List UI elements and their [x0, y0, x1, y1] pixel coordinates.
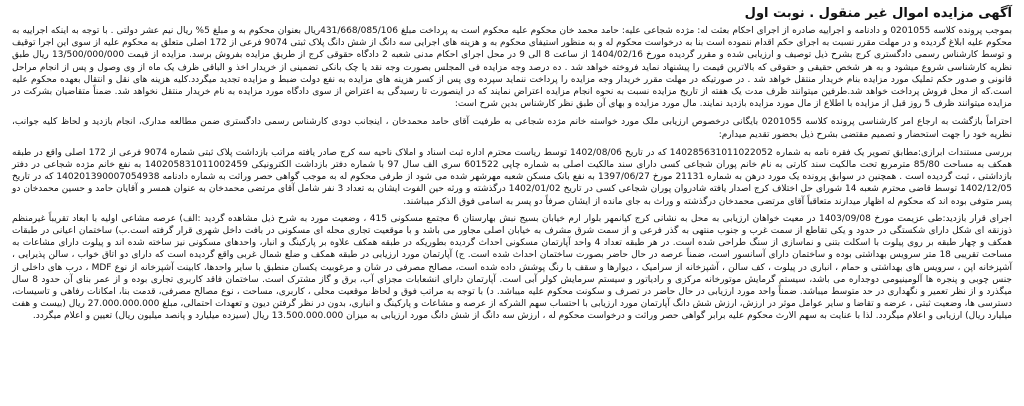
- paragraph-site-visit: اجرای قرار بازدید:طی عزیمت مورخ 1403/09/08 در معیت خواهان ارزیابی به محل به نشانی کرج کیانمهر بلوار ارم خیابان بسیج نبش بهارستان 6 مجتمع مسکونی 415 ، وضعیت مورد به شرح ذیل مشاهده گردید :الف) عرصه مشاعی اولیه با ابعاد تقریباً غیرمنظم ذوزنقه ای شکل دارای شکستگی در حدود و یکی تقاطع از سمت غرب و جنوب منتهی به گذر فرعی و از سمت شرق مشرف به خیابان اصلی مجاور می باشد و با موقعیت تجاری محله ای مسکونی در بافت داخل شهری قرار گرفته است.ب) ساختمان اعیانی در طبقات همکف و چهار طبقه بر روی پیلوت با اسکلت بتنی و نماسازی از سنگ طراحی شده است. در هر طبقه تعداد 4 واحد آپارتمان مسکونی احداث گردیده بطوریکه در طبقه همکف علاوه بر پارکینگ و انبار، واحدهای مسکونی نیز ساخته شده اند و پیلوت دارای مشاعات به مساحت تقریبی 18 متر سرویس بهداشتی بوده و ساختمان دارای آسانسور است، ضمناً عرصه در حال حاضر بصورت ساختمان احداث شده است. ج) آپارتمان مورد ارزیابی در طبقه همکف و ضلع شمال غربی واقع گردیده است که دارای دو اتاق خواب ، سالن پذیرایی ، آشپزخانه اپن ، سرویس های بهداشتی و حمام ، انباری در پیلوت ، کف سالن ، آشپزخانه از سرامیک ، دیوارها و سقف با رنگ پوشش داده شده است، مصالح مصرفی در شان و مرغوبیت یکسان منطبق با سایر واحدها، کابینت آشپزخانه از نوع MDF ، درب های داخلی از جنس چوبی و پنجره ها آلومینیومی دوجداره می باشد، سیستم گرمایش موتورخانه مرکزی و رادیاتور و سیستم سرمایش کولر آبی است. آپارتمان دارای انشعابات مجزای آب، برق و گاز مشترک است. ساختمان فاقد کاربری تجاری بوده و از عمر بنای آن حدود 8 سال میگذرد و از نظر تعمیر و نگهداری در حد متوسط میباشد. ضمناً واحد مورد ارزیابی در حال حاضر در تصرف و سکونت محکوم علیه میباشد. د) با توجه به مراتب فوق و لحاظ موقعیت محلی ، کاربری، مساحت ، نوع مصالح مصرفی، قدمت بنا، امکانات رفاهی و تاسیسات، دسترسی ها، وضعیت ثبتی ، عرضه و تقاضا و سایر عوامل موثر در ارزش، ارزش شش دانگ آپارتمان مورد ارزیابی با احتساب سهم الشرکه از عرصه و مشاعات و پارکینگ و انباری، بدون در نظر گرفتن دیون و تعهدات احتمالی، مبلغ 27.000.000.000 ریال (بیست و هفت میلیارد ریال) ارزیابی و اعلام میگردد. لذا با عنایت به سهم الارث محکوم علیه برابر گواهی حصر وراثت و درخواست محکوم له ، ارزش سه دانگ از شش دانگ مورد ارزیابی به میزان 13.500.000.000 ریال (سیزده میلیارد و پانصد میلیون ریال) تعیین و اعلام میگردد.: [12, 213, 1013, 322]
- paragraph-documents-review: بررسی مستندات ابرازی:مطابق تصویر یک فقره نامه به شماره 140285631011022052 که در تاریخ 1402/08/06 توسط ریاست محترم اداره ثبت اسناد و املاک ناحیه سه کرج صادر یافته مراتب بازداشت پلاک ثبتی شماره 9074 فرعی از 172 اصلی واقع در طبقه همکف به مساحت 85/80 مترمربع تحت مالکیت سند کارتی به نام خانم پوران شجاعی کسی دارای سند مالکیت اصلی به شماره چاپی 601522 سری الف سال 97 با شماره دفتر بازداشت الکترونیکی 140205831011002459 به نفع خانم مژده شجاعی در دفتر بازداشتی ، ثبت گردیده است . همچنین در سوابق پرونده یک مورد درهن به شماره 21131 مورخ 1397/06/27 به نفع بانک مسکن شعبه مهرشهر شده می شود از طرفی محکوم له به موجب گواهی حصر وراثت به شماره دادنامه 140201390007054938 که در تاریخ 1402/12/05 توسط قاضی محترم شعبه 14 شورای حل اختلاف کرج اصدار یافته شادروان پوران شجاعی کسی در تاریخ 1402/01/02 درگذشته و ورثه حین الفوت ایشان به تعداد 3 نفر شامل آقای مرتضی محمدخان به عنوان همسر و آقایان حامد و حسین محمدخان دو پسر متوفی بوده اند که محکوم له اظهار میدارند متعاقباً آقای مرتضی محمدخان درگذشته و وراث به جای مانده از ایشان صرفاً دو پسر به اسامی فوق الذکر میباشند.: [12, 147, 1013, 207]
- paragraph-expert-intro: احتراماً بازگشت به ارجاع امر کارشناسی پرونده کلاسه 0201055 بایگانی درخصوص ارزیابی ملک مورد خواسته خانم مژده شجاعی به طرفیت آقای حامد محمدخان ، اینجانب دودی کارشناس رسمی دادگستری ضمن مطالعه مدارک، انجام بازدید و لحاظ کلیه جوانب، نظریه خود را جهت استحضار و تصمیم مقتضی بشرح ذیل بحضور تقدیم میدارم:: [12, 117, 1012, 140]
- notice-title: آگهی مزایده اموال غیر منقول . نوبت اول: [744, 6, 1012, 21]
- paragraph-case-details: بموجب پرونده کلاسه 0201055 و دادنامه و اجراییه صادره از اجرای احکام بعثت له: مژده شجاعی علیه: حامد محمد خان محکوم علیه محکوم است به پرداخت مبلغ 431/668/085/106ریال بعنوان محکوم به و مبلغ 5% ریال نیم عشر دولتی . با توجه به اینکه اجراییه به محکوم علیه ابلاغ گردیده و در مهلت مقرر نسبت به اجرای حکم اقدام ننموده است بنا به درخواست محکوم له و به منظور استیفای محکوم به و هزینه های اجرایی سه دانگ از شش دانگ پلاک ثبتی 9074 فرعی از 172 اصلی متعلق به محکوم علیه از سوی این اجرا توقیف و توسط کارشناس رسمی دادگستری کرج بشرح ذیل توصیف و ارزیابی شده و مقرر گردیده مورخ 1404/02/16 از ساعت 8 الی 9 در محل اجرای احکام مدنی شعبه 2 دادگاه حقوقی کرج از طریق مزایده بفروش برسد. مزایده از قیمت 13/500/000/000 ریال طبق نظریه کارشناسی شروع میشود و به هر شخص حقیقی و حقوقی که بالاترین قیمت را پیشنهاد نماید فروخته خواهد شد . ده درصد وجه مزایده فی المجلس بصورت وجه نقد یا چک بانکی تضمینی از خریدار اخذ و الباقی ظرف یک ماه از وی وصول و پس از انجام مراحل قانونی و صدور حکم تملیک مورد مزایده بنام خریدار منتقل خواهد شد . در صورتیکه در مهلت مقرر خریدار وجه مزایده را پرداخت ننماید سپرده وی پس از کسر هزینه های مزایده به نفع دولت ضبط و مزایده تجدید میگردد.کلیه هزینه های نقل و انتقال بعهده محکوم علیه است.که از محل فروش پرداخت خواهد شد.طرفین میتوانند ظرف مدت یک هفته از تاریخ مزایده نسبت به نحوه انجام مزایده اعتراض نمایند که در اینصورت تا رسیدگی به اعتراض از سوی دادگاه مورد مزایده به نام خریدار منتقل نخواهد شد. ضمناً متقاضیان بشرکت در مزایده میتوانند ظرف 5 روز قبل از مزایده با اطلاع از مال مورد مزایده بازدید نمایند. مال مورد مزایده و بهای آن طبق نظر کارشناس بدین شرح است:: [12, 26, 1012, 110]
